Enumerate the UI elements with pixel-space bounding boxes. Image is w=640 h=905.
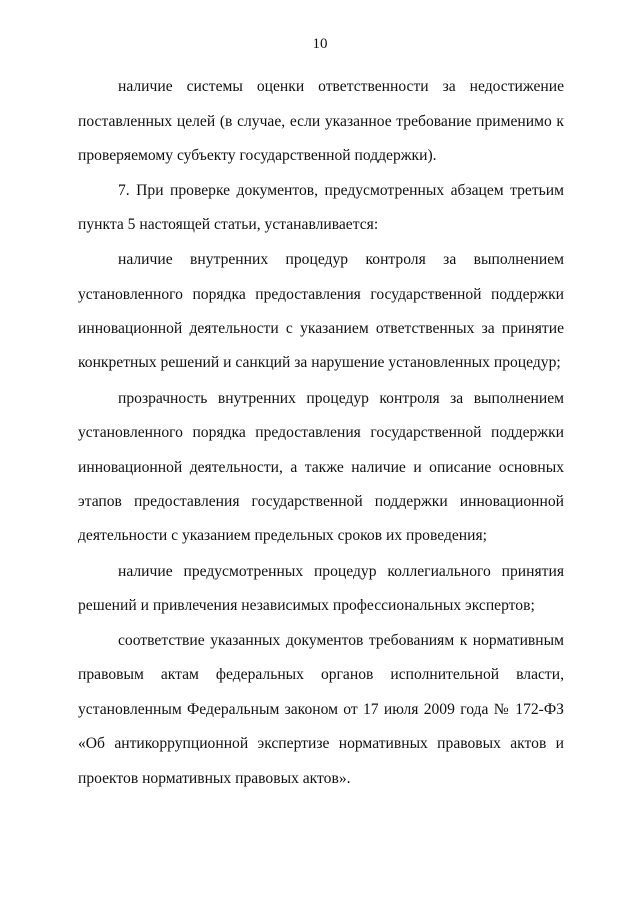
text-line: проверяемому субъекту государственной поддержки). (78, 147, 437, 164)
text-line: прозрачность внутренних процедур контроля за выполнением (118, 390, 564, 407)
text-line: инновационной деятельности, а также наличие и описание основных (78, 459, 564, 476)
text-line: установленного порядка предоставления государственной поддержки (78, 286, 564, 303)
text-line: конкретных решений и санкций за нарушение установленных процедур; (78, 354, 561, 371)
text-line: 7. При проверке документов, предусмотренных абзацем третьим (118, 182, 564, 199)
text-line: наличие предусмотренных процедур коллегиального принятия (118, 563, 564, 580)
text-line: наличие системы оценки ответственности за недостижение (118, 78, 564, 95)
text-line: наличие внутренних процедур контроля за выполнением (118, 251, 564, 268)
text-line: поставленных целей (в случае, если указанное требование применимо к (78, 113, 564, 130)
text-line: правовым актам федеральных органов исполнительной власти, (78, 666, 564, 683)
text-line: установленного порядка предоставления государственной поддержки (78, 424, 564, 441)
text-line: пункта 5 настоящей статьи, устанавливается: (78, 216, 379, 233)
text-line: установленным Федеральным законом от 17 июля 2009 года № 172-ФЗ (78, 701, 564, 718)
page-number: 10 (312, 36, 328, 52)
text-line: деятельности с указанием предельных сроков их проведения; (78, 527, 488, 544)
text-line: «Об антикоррупционной экспертизе нормативных правовых актов и (78, 735, 564, 752)
text-line: решений и привлечения независимых профессиональных экспертов; (78, 597, 535, 614)
text-line: инновационной деятельности с указанием ответственных за принятие (78, 320, 564, 337)
text-line: этапов предоставления государственной поддержки инновационной (78, 493, 564, 510)
text-line: соответствие указанных документов требованиям к нормативным (118, 632, 564, 649)
text-line: проектов нормативных правовых актов». (78, 770, 351, 787)
